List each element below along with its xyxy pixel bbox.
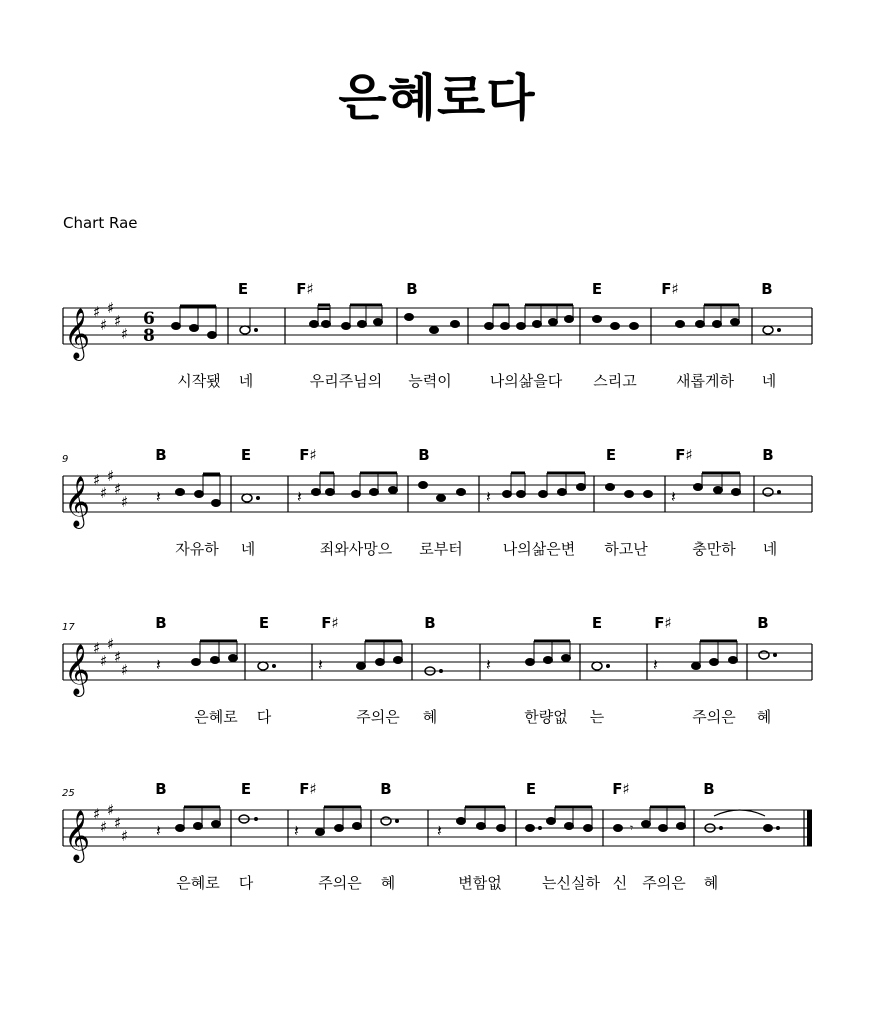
chord-symbol: B bbox=[155, 446, 167, 464]
lyric-syllable: 나의삶을다 bbox=[489, 372, 563, 390]
rest-icon: 𝄽 bbox=[486, 487, 491, 506]
lyric-syllable: 나의삶은변 bbox=[502, 540, 576, 558]
time-signature bbox=[143, 309, 155, 346]
lyric-syllable: 다 bbox=[238, 874, 254, 892]
notes bbox=[156, 473, 781, 507]
lyric-syllable: 새롭게하 bbox=[676, 372, 734, 390]
rest-icon: 𝄽 bbox=[156, 821, 161, 840]
svg-text:♯: ♯ bbox=[93, 805, 101, 823]
chord-symbol: E bbox=[240, 780, 252, 798]
svg-text:♯: ♯ bbox=[121, 827, 129, 845]
lyric-syllable: 능력이 bbox=[408, 372, 452, 390]
staff-system-1 bbox=[0, 272, 874, 422]
chord-symbol: E bbox=[591, 614, 603, 632]
key-signature-sharps-icon bbox=[93, 801, 128, 845]
chord-symbol: F♯ bbox=[654, 614, 672, 632]
svg-text:♯: ♯ bbox=[114, 480, 122, 498]
svg-text:♯: ♯ bbox=[121, 493, 129, 511]
music-staff bbox=[0, 272, 874, 367]
key-signature-sharps-icon bbox=[93, 635, 128, 679]
chord-symbol: B bbox=[757, 614, 769, 632]
lyric-syllable: 는 bbox=[589, 708, 605, 726]
rest-icon: 𝄽 bbox=[156, 655, 161, 674]
composer-credit: Chart Rae bbox=[63, 214, 138, 232]
rest-icon: 𝄽 bbox=[486, 655, 491, 674]
lyric-syllable: 주의은 bbox=[318, 874, 362, 892]
lyric-syllable: 스리고 bbox=[593, 372, 637, 390]
lyric-syllable: 시작됐 bbox=[177, 372, 221, 390]
lyric-syllable: 충만하 bbox=[692, 540, 736, 558]
lyric-syllable: 혜 bbox=[703, 874, 719, 892]
lyric-syllable: 우리주님의 bbox=[309, 372, 383, 390]
rest-icon: 𝄽 bbox=[671, 487, 676, 506]
rest-icon: 𝄾 bbox=[630, 821, 634, 835]
svg-text:♯: ♯ bbox=[107, 801, 115, 819]
chord-symbol: F♯ bbox=[296, 280, 314, 298]
svg-text:♯: ♯ bbox=[107, 467, 115, 485]
chord-symbol: F♯ bbox=[299, 780, 317, 798]
svg-text:♯: ♯ bbox=[100, 652, 108, 670]
notes bbox=[156, 641, 777, 675]
chord-symbol: B bbox=[406, 280, 418, 298]
lyric-syllable: 혜 bbox=[380, 874, 396, 892]
song-title: 은혜로다 bbox=[338, 69, 536, 127]
rest-icon: 𝄽 bbox=[294, 821, 299, 840]
svg-text:♯: ♯ bbox=[114, 814, 122, 832]
lyric-syllable: 로부터 bbox=[419, 540, 463, 558]
chord-symbol: B bbox=[703, 780, 715, 798]
chord-symbol: F♯ bbox=[321, 614, 339, 632]
lyric-syllable: 한량없 bbox=[524, 708, 568, 726]
treble-clef-icon: 𝄞 bbox=[64, 644, 91, 695]
treble-clef-icon: 𝄞 bbox=[64, 476, 91, 527]
svg-text:♯: ♯ bbox=[121, 661, 129, 679]
chord-symbol: B bbox=[418, 446, 430, 464]
svg-text:♯: ♯ bbox=[100, 818, 108, 836]
tie-icon bbox=[714, 810, 765, 816]
key-signature-sharps-icon bbox=[93, 299, 128, 343]
chord-symbol: E bbox=[258, 614, 270, 632]
rest-icon: 𝄽 bbox=[297, 487, 302, 506]
final-barline bbox=[807, 810, 812, 846]
music-staff bbox=[0, 608, 874, 703]
chord-symbol: E bbox=[525, 780, 537, 798]
notes bbox=[156, 807, 780, 840]
chord-symbol: B bbox=[424, 614, 436, 632]
lyric-syllable: 변함없 bbox=[458, 874, 502, 892]
staff-system-4 bbox=[0, 774, 874, 924]
chord-symbol: B bbox=[762, 446, 774, 464]
lyric-syllable: 죄와사망으 bbox=[319, 540, 393, 558]
chord-symbol: E bbox=[605, 446, 617, 464]
lyric-syllable: 주의은 bbox=[642, 874, 686, 892]
lyric-syllable: 혜 bbox=[756, 708, 772, 726]
chord-symbol: B bbox=[155, 780, 167, 798]
rest-icon: 𝄽 bbox=[318, 655, 323, 674]
chord-symbol: E bbox=[591, 280, 603, 298]
lyric-syllable: 네 bbox=[240, 540, 256, 558]
svg-text:♯: ♯ bbox=[121, 325, 129, 343]
chord-symbol: B bbox=[155, 614, 167, 632]
staff-lines bbox=[63, 476, 812, 512]
lyric-syllable: 네 bbox=[762, 540, 778, 558]
svg-text:♯: ♯ bbox=[100, 484, 108, 502]
svg-text:♯: ♯ bbox=[93, 471, 101, 489]
svg-text:6: 6 bbox=[143, 309, 155, 329]
lyric-syllable: 주의은 bbox=[356, 708, 400, 726]
svg-text:♯: ♯ bbox=[114, 648, 122, 666]
chord-symbol: F♯ bbox=[661, 280, 679, 298]
svg-text:8: 8 bbox=[143, 326, 155, 346]
svg-text:♯: ♯ bbox=[93, 303, 101, 321]
key-signature-sharps-icon bbox=[93, 467, 128, 511]
lyric-syllable: 신 bbox=[612, 874, 628, 892]
measure-number: 9 bbox=[62, 454, 69, 465]
lyric-syllable: 은혜로 bbox=[194, 708, 238, 726]
staff-system-3 bbox=[0, 608, 874, 758]
svg-text:♯: ♯ bbox=[93, 639, 101, 657]
chord-symbol: F♯ bbox=[612, 780, 630, 798]
lyric-syllable: 은혜로 bbox=[176, 874, 220, 892]
lyric-syllable: 네 bbox=[761, 372, 777, 390]
staff-system-2 bbox=[0, 440, 874, 590]
svg-text:♯: ♯ bbox=[107, 299, 115, 317]
music-staff bbox=[0, 774, 874, 869]
treble-clef-icon: 𝄞 bbox=[64, 308, 91, 359]
svg-text:♯: ♯ bbox=[107, 635, 115, 653]
lyric-syllable: 자유하 bbox=[175, 540, 219, 558]
lyric-syllable: 는신실하 bbox=[542, 874, 600, 892]
lyric-syllable: 하고난 bbox=[604, 540, 648, 558]
rest-icon: 𝄽 bbox=[156, 487, 161, 506]
treble-clef-icon: 𝄞 bbox=[64, 810, 91, 861]
notes bbox=[172, 305, 781, 339]
svg-text:♯: ♯ bbox=[114, 312, 122, 330]
lyric-syllable: 네 bbox=[238, 372, 254, 390]
chord-symbol: B bbox=[380, 780, 392, 798]
lyric-syllable: 혜 bbox=[422, 708, 438, 726]
chord-symbol: E bbox=[237, 280, 249, 298]
lyric-syllable: 다 bbox=[256, 708, 272, 726]
rest-icon: 𝄽 bbox=[653, 655, 658, 674]
chord-symbol: B bbox=[761, 280, 773, 298]
chord-symbol: F♯ bbox=[299, 446, 317, 464]
measure-number: 25 bbox=[62, 788, 75, 799]
measure-number: 17 bbox=[62, 622, 75, 633]
music-staff bbox=[0, 440, 874, 535]
rest-icon: 𝄽 bbox=[437, 821, 442, 840]
lyric-syllable: 주의은 bbox=[692, 708, 736, 726]
chord-symbol: F♯ bbox=[675, 446, 693, 464]
svg-text:♯: ♯ bbox=[100, 316, 108, 334]
chord-symbol: E bbox=[240, 446, 252, 464]
